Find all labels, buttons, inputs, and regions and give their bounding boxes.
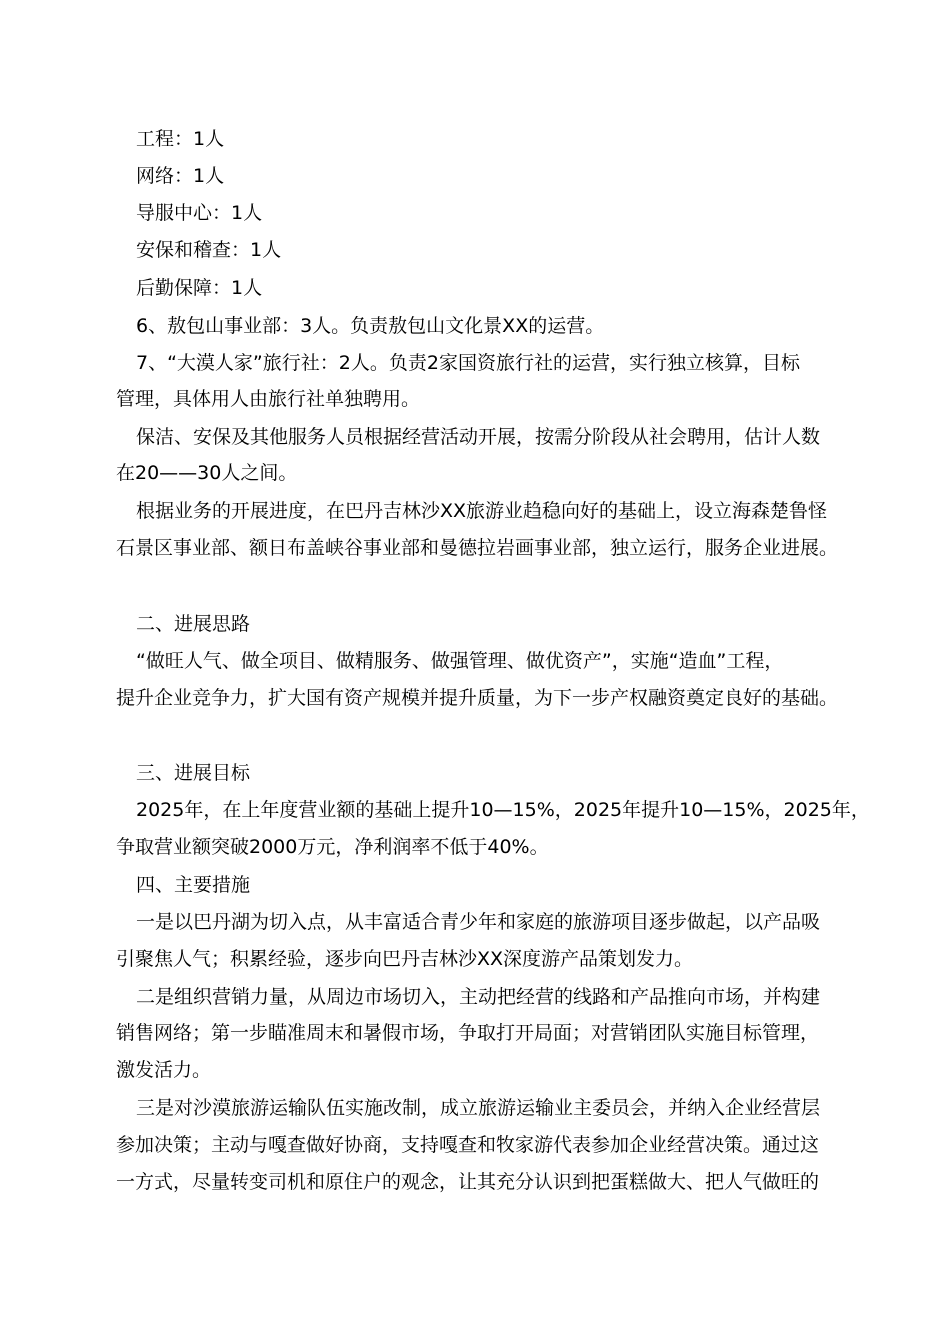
section2-line-2: 提升企业竞争力，扩大国有资产规模并提升质量，为下一步产权融资奠定良好的基础。 <box>116 687 839 709</box>
measure3-line-2: 参加决策；主动与嘎查做好协商，支持嘎查和牧家游代表参加企业经营决策。通过这 <box>116 1134 820 1156</box>
section2-line-1: “做旺人气、做全项目、做精服务、做强管理、做优资产”，实施“造血”工程， <box>136 650 784 672</box>
item7-line-2: 管理，具体用人由旅行社单独聘用。 <box>116 388 421 410</box>
measure2-line-2: 销售网络；第一步瞄准周末和暑假市场，争取打开局面；对营销团队实施目标管理， <box>116 1022 820 1044</box>
staffing-security: 安保和稽查：1人 <box>136 239 282 261</box>
staffing-guide-center: 导服中心：1人 <box>136 202 263 224</box>
measure2-line-3: 激发活力。 <box>116 1059 212 1081</box>
staffing-engineering: 工程：1人 <box>136 128 225 150</box>
measure2-line-1: 二是组织营销力量，从周边市场切入，主动把经营的线路和产品推向市场，并构建 <box>136 986 821 1008</box>
staffing-network: 网络：1人 <box>136 165 225 187</box>
service-staff-line-2: 在20——30人之间。 <box>116 462 298 484</box>
section3-heading: 三、进展目标 <box>136 762 251 784</box>
future-plan-line-2: 石景区事业部、额日布盖峡谷事业部和曼德拉岩画事业部，独立运行，服务企业进展。 <box>116 537 839 559</box>
item6-paragraph: 6、敖包山事业部：3人。负责敖包山文化景XX的运营。 <box>136 315 605 337</box>
section3-line-1: 2025年，在上年度营业额的基础上提升10—15%，2025年提升10—15%，2025年， <box>136 799 870 821</box>
measure3-line-1: 三是对沙漠旅游运输队伍实施改制，成立旅游运输业主委员会，并纳入企业经营层 <box>136 1097 821 1119</box>
measure1-line-2: 引聚焦人气；积累经验，逐步向巴丹吉林沙XX深度游产品策划发力。 <box>116 948 694 970</box>
section4-heading: 四、主要措施 <box>136 874 251 896</box>
service-staff-line-1: 保洁、安保及其他服务人员根据经营活动开展，按需分阶段从社会聘用，估计人数 <box>136 426 821 448</box>
staffing-logistics: 后勤保障：1人 <box>136 277 263 299</box>
measure1-line-1: 一是以巴丹湖为切入点，从丰富适合青少年和家庭的旅游项目逐步做起，以产品吸 <box>136 911 821 933</box>
item7-line-1: 7、“大漠人家”旅行社：2人。负责2家国资旅行社的运营，实行独立核算，目标 <box>136 352 800 374</box>
measure3-line-3: 一方式，尽量转变司机和原住户的观念，让其充分认识到把蛋糕做大、把人气做旺的 <box>116 1171 820 1193</box>
section3-line-2: 争取营业额突破2000万元，净利润率不低于40%。 <box>116 836 549 858</box>
future-plan-line-1: 根据业务的开展进度，在巴丹吉林沙XX旅游业趋稳向好的基础上，设立海森楚鲁怪 <box>136 500 828 522</box>
section2-heading: 二、进展思路 <box>136 613 251 635</box>
